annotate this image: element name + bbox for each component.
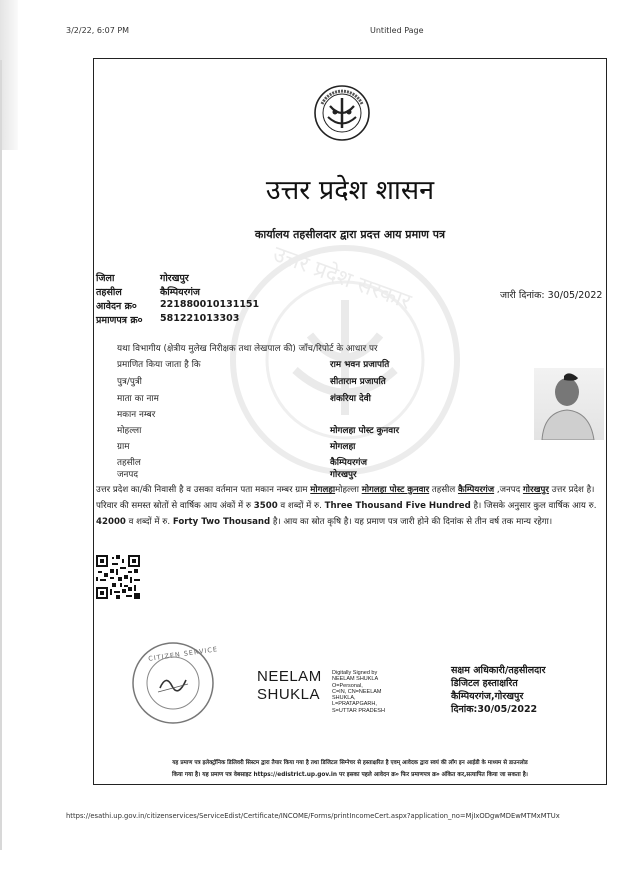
para-tehsil: कैम्पियरगंज (457, 485, 495, 495)
issue-date-label: जारी दिनांक: (500, 290, 545, 301)
detail-mohalla-value: मोगलहा पोस्ट कुनवार (330, 426, 400, 436)
certificate-paragraph (96, 482, 604, 531)
sig-line: Digitally Signed by (332, 670, 378, 676)
field-application-value: 221880010131151 (160, 299, 260, 310)
issue-date (500, 288, 602, 301)
authority-line1: सक्षम अधिकारी/तहसीलदार (451, 665, 546, 676)
print-timestamp: 3/2/22, 6:07 PM (66, 26, 130, 35)
person-photo-icon (534, 368, 604, 440)
certificate-subtitle: कार्यालय तहसीलदार द्वारा प्रदत्त आय प्रमाण पत्र (254, 228, 446, 241)
issue-date-value: 30/05/2022 (547, 290, 603, 301)
field-tehsil-key: तहसील (96, 287, 122, 298)
signature-name-line1: NEELAM (257, 668, 322, 685)
watermark-text: उत्तर प्रदेश सरकार (269, 241, 415, 315)
scan-edge (0, 0, 18, 150)
detail-house-label: मकान नम्बर (117, 410, 156, 420)
footer-note-line1: यह प्रमाण पत्र इलेक्ट्रॉनिक डिलिवरी सिस्टम द्वारा तैयार किया गया है तथा डिजिटल सिग्नेचर से हस्ताक्षरित है एवम् आवेदक द्वारा स्वयं की लॉग इन आईडी के माध्यम से डाउनलोड (172, 760, 528, 766)
para-income-digits: 3500 (253, 501, 278, 512)
detail-tehsil-value: कैम्पियरगंज (330, 458, 368, 468)
sig-line: SHUKLA, (332, 695, 356, 702)
authority-block (451, 664, 546, 716)
para-text-2: मोहल्ला (335, 485, 362, 495)
detail-district-value: गोरखपुर (330, 470, 357, 480)
authority-date-value: 30/05/2022 (477, 704, 538, 715)
para-district: गोरखपुर (522, 485, 549, 495)
authority-line2: डिजिटल हस्ताक्षरित (451, 678, 518, 689)
para-text-6: व शब्दों में रु. (277, 501, 325, 512)
intro-line: यथा विभागीय (क्षेत्रीय मुलेख निरीक्षक तथा लेखपाल की) जाँच/रिपोर्ट के आधार पर (117, 344, 378, 354)
print-page-title: Untitled Page (370, 26, 424, 35)
field-district-key: जिला (96, 273, 115, 284)
authority-date-label: दिनांक: (451, 704, 478, 715)
sig-line: O=Personal, (332, 682, 363, 689)
para-text-8: व शब्दों में रु. (125, 517, 173, 528)
para-text-3: तहसील (429, 485, 458, 495)
para-village: मोगलहा (310, 485, 336, 495)
detail-parent-label: पुत्र/पुत्री (117, 377, 142, 387)
detail-parent-value: सीताराम प्रजापति (330, 377, 386, 387)
field-tehsil-value: कैम्पियरगंज (160, 287, 200, 298)
detail-village-value: मोगलहा (330, 442, 356, 452)
authority-line3: कैम्पियरगंज,गोरखपुर (451, 691, 524, 702)
para-total-words: Forty Two Thousand (172, 517, 271, 528)
para-text-1: उत्तर प्रदेश का/की निवासी है व उसका वर्तमान पता मकान नम्बर ग्राम (96, 485, 311, 495)
para-income-words: Three Thousand Five Hundred (324, 501, 471, 512)
detail-district-label: जनपद (117, 470, 139, 480)
applicant-photo (534, 368, 604, 440)
certificate-title: उत्तर प्रदेश शासन (265, 175, 435, 206)
detail-tehsil-label: तहसील (117, 458, 141, 468)
detail-mother-value: शंकरिया देवी (330, 394, 371, 404)
sig-line: C=IN, CN=NEELAM (332, 688, 382, 695)
seal-text: CITIZEN SERVICE (147, 645, 219, 663)
field-application-key: आवेदन क्र० (96, 301, 137, 312)
field-certificate-value: 581221013303 (160, 313, 240, 324)
detail-name-value: राम भवन प्रजापति (330, 360, 390, 370)
digital-signature-block (332, 670, 385, 714)
field-certificate-key: प्रमाणपत्र क्र० (96, 315, 143, 326)
detail-village-label: ग्राम (117, 442, 130, 452)
para-text-9: है। आय का स्रोत कृषि है। यह प्रमाण पत्र जारी होने की दिनांक से तीन वर्ष तक मान्य रहेगा। (270, 517, 553, 528)
para-total-digits: 42000 (96, 517, 126, 528)
footer-note-line2: किया गया है। यह प्रमाण पत्र वेबसाइट https://edistrict.up.gov.in पर इसका पहले आवेदन क्र० फिर प्रमाणपत्र क्र० अंकित कर,सत्यापित किया जा सकता है। (171, 772, 528, 778)
detail-mother-label: माता का नाम (117, 394, 159, 404)
qr-code-icon (96, 555, 140, 599)
signature-name-line2: SHUKLA (257, 686, 321, 703)
sig-line: L=PRATAPGARH, (332, 701, 377, 708)
para-text-7: है। जिसके अनुसार कुल वार्षिक आय रु. (470, 501, 597, 512)
page-url[interactable]: https://esathi.up.gov.in/citizenservices/ServiceEdist/Certificate/INCOME/Forms/printIncomeCert.aspx?application_no=MjIxODgwMDEwMTMxMTUx (66, 812, 560, 820)
field-district-value: गोरखपुर (160, 273, 189, 284)
scan-edge-line (0, 60, 2, 850)
detail-mohalla-label: मोहल्ला (117, 426, 142, 436)
para-mohalla: मोगलहा पोस्ट कुनवार (361, 485, 430, 495)
para-text-5: उत्तर प्रदेश है। परिवार की समस्त स्रोतों से वार्षिक आय अंकों में रु (96, 485, 595, 512)
detail-certify-label: प्रमाणित किया जाता है कि (117, 360, 201, 370)
sig-line: S=UTTAR PRADESH (332, 707, 385, 714)
state-emblem-icon (313, 84, 371, 142)
para-text-4: ,जनपद (494, 485, 523, 495)
sig-line: NEELAM SHUKLA (332, 676, 379, 683)
authority-date (451, 703, 546, 716)
